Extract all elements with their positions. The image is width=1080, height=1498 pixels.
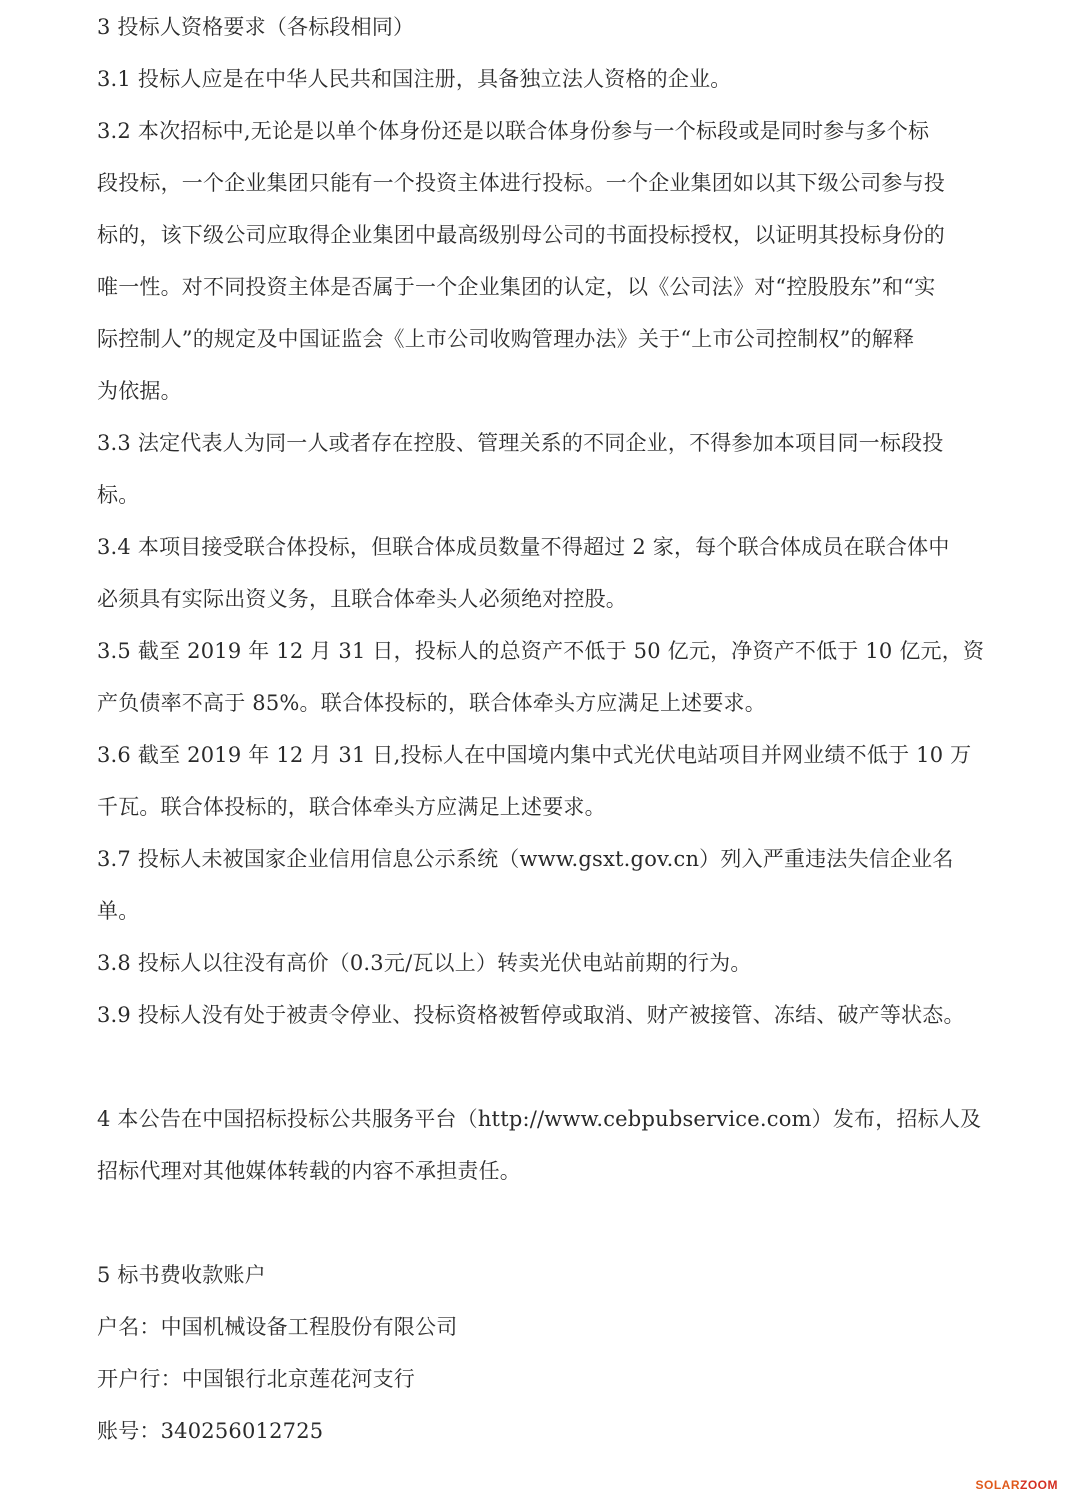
clause-3-5-line-1: 3.5 截至 2019 年 12 月 31 日，投标人的总资产不低于 50 亿元，净资产不低于 10 亿元，资 [97, 639, 985, 663]
clause-3-1: 3.1 投标人应是在中华人民共和国注册，具备独立法人资格的企业。 [97, 67, 732, 91]
section-4-line-2: 招标代理对其他媒体转载的内容不承担责任。 [97, 1159, 521, 1183]
clause-3-3-line-1: 3.3 法定代表人为同一人或者存在控股、管理关系的不同企业，不得参加本项目同一标段投 [97, 431, 944, 455]
clause-3-2-line-6: 为依据。 [97, 379, 182, 403]
watermark-solar: SOLAR [975, 1478, 1020, 1492]
clause-3-9: 3.9 投标人没有处于被责令停业、投标资格被暂停或取消、财产被接管、冻结、破产等状态。 [97, 1003, 965, 1027]
clause-3-2-line-3: 标的，该下级公司应取得企业集团中最高级别母公司的书面投标授权，以证明其投标身份的 [97, 223, 945, 247]
clause-3-6-line-1: 3.6 截至 2019 年 12 月 31 日,投标人在中国境内集中式光伏电站项目并网业绩不低于 10 万 [97, 743, 972, 767]
clause-3-2-line-2: 段投标，一个企业集团只能有一个投资主体进行投标。一个企业集团如以其下级公司参与投 [97, 171, 945, 195]
solarzoom-watermark [976, 1478, 1059, 1492]
clause-3-7-line-2: 单。 [97, 899, 140, 923]
clause-3-4-line-1: 3.4 本项目接受联合体投标，但联合体成员数量不得超过 2 家，每个联合体成员在联合体中 [97, 535, 950, 559]
clause-3-6-line-2: 千瓦。联合体投标的，联合体牵头方应满足上述要求。 [97, 795, 606, 819]
clause-3-3-line-2: 标。 [97, 483, 140, 507]
clause-3-5-line-2: 产负债率不高于 85%。联合体投标的，联合体牵头方应满足上述要求。 [97, 691, 766, 715]
section-5-heading: 5 标书费收款账户 [97, 1263, 266, 1287]
account-bank: 开户行：中国银行北京莲花河支行 [97, 1367, 415, 1391]
clause-3-8: 3.8 投标人以往没有高价（0.3元/瓦以上）转卖光伏电站前期的行为。 [97, 951, 752, 975]
account-number: 账号：340256012725 [97, 1419, 324, 1443]
watermark-zoom: ZOOM [1020, 1478, 1058, 1492]
account-name: 户名：中国机械设备工程股份有限公司 [97, 1315, 458, 1339]
clause-3-7-line-1: 3.7 投标人未被国家企业信用信息公示系统（www.gsxt.gov.cn）列入严重违法失信企业名 [97, 847, 954, 871]
section-4-line-1: 4 本公告在中国招标投标公共服务平台（http://www.cebpubservice.com）发布，招标人及 [97, 1107, 982, 1131]
clause-3-2-line-5: 际控制人”的规定及中国证监会《上市公司收购管理办法》关于“上市公司控制权”的解释 [97, 327, 915, 351]
section-3-heading: 3 投标人资格要求（各标段相同） [97, 15, 415, 39]
clause-3-2-line-4: 唯一性。对不同投资主体是否属于一个企业集团的认定，以《公司法》对“控股股东”和“实 [97, 275, 936, 299]
clause-3-4-line-2: 必须具有实际出资义务，且联合体牵头人必须绝对控股。 [97, 587, 627, 611]
clause-3-2-line-1: 3.2 本次招标中,无论是以单个体身份还是以联合体身份参与一个标段或是同时参与多个标 [97, 119, 930, 143]
